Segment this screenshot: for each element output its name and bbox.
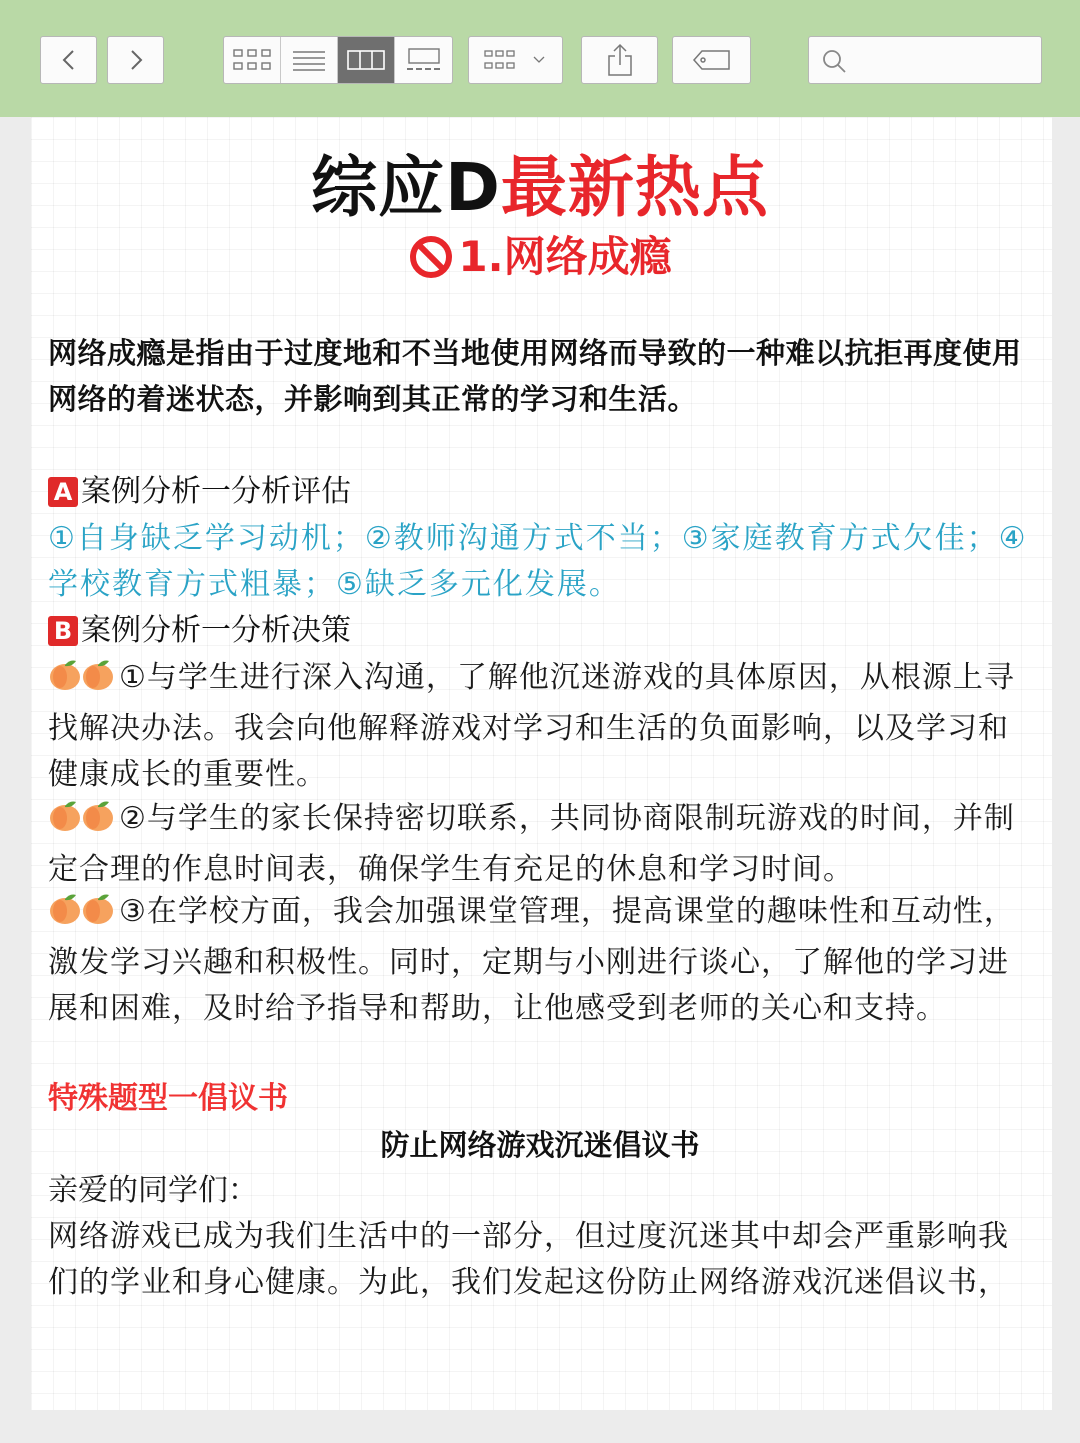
share-button[interactable] bbox=[581, 36, 658, 84]
title-black-part: 综应D bbox=[311, 149, 501, 226]
share-icon bbox=[605, 43, 635, 77]
chevron-left-icon bbox=[59, 48, 79, 72]
title-red-part: 最新热点 bbox=[500, 149, 769, 226]
prohibited-icon bbox=[408, 234, 454, 280]
search-input[interactable] bbox=[855, 43, 1035, 77]
chevron-right-icon bbox=[126, 48, 146, 72]
section-a-label: 案例分析一分析评估 bbox=[81, 474, 351, 509]
peach-icon bbox=[48, 799, 118, 847]
measure-text: ①与学生进行深入沟通，了解他沉迷游戏的具体原因，从根源上寻找解决办法。我会向他解释游戏对学习和生活的负面影响，以及学习和健康成长的重要性。 bbox=[48, 660, 1015, 792]
page-title bbox=[0, 146, 1080, 230]
section-b-heading bbox=[48, 608, 351, 654]
gallery-view-button[interactable] bbox=[395, 37, 452, 83]
topic-heading-text: 1.网络成瘾 bbox=[458, 232, 672, 281]
topic-heading bbox=[0, 228, 1080, 286]
group-by-button[interactable] bbox=[468, 36, 563, 84]
search-icon bbox=[821, 48, 847, 74]
proposal-title: 防止网络游戏沉迷倡议书 bbox=[380, 1128, 700, 1162]
view-mode-control bbox=[223, 36, 453, 84]
section-a-heading bbox=[48, 469, 351, 515]
search-field[interactable] bbox=[808, 36, 1042, 84]
section-b-label: 案例分析一分析决策 bbox=[81, 613, 351, 648]
list-view-button[interactable] bbox=[281, 37, 338, 83]
section-a-badge: A bbox=[48, 477, 78, 507]
tag-button[interactable] bbox=[672, 36, 751, 84]
back-button[interactable] bbox=[40, 36, 97, 84]
column-view-button[interactable] bbox=[338, 37, 395, 83]
section-b-badge: B bbox=[48, 616, 78, 646]
proposal-body: 网络游戏已成为我们生活中的一部分，但过度沉迷其中却会严重影响我们的学业和身心健康。为此，我们发起这份防止网络游戏沉迷倡议书， bbox=[48, 1219, 1009, 1300]
tag-icon bbox=[692, 48, 732, 72]
measure-item bbox=[48, 655, 1038, 798]
icon-view-button[interactable] bbox=[224, 37, 281, 83]
definition-paragraph: 网络成瘾是指由于过度地和不当地使用网络而导致的一种难以抗拒再度使用网络的着迷状态，并影响到其正常的学习和生活。 bbox=[48, 336, 1022, 416]
finder-toolbar bbox=[0, 0, 1080, 117]
measure-text: ②与学生的家长保持密切联系，共同协商限制玩游戏的时间，并制定合理的作息时间表，确保学生有充足的休息和学习时间。 bbox=[48, 801, 1015, 887]
list-icon bbox=[292, 48, 326, 72]
peach-icon bbox=[48, 658, 118, 706]
measure-text: ③在学校方面，我会加强课堂管理，提高课堂的趣味性和互动性，激发学习兴趣和积极性。同时，定期与小刚进行谈心，了解他的学习进展和困难，及时给予指导和帮助，让他感受到老师的关心和支持。 bbox=[48, 894, 1015, 1026]
gallery-icon bbox=[404, 47, 444, 73]
peach-icon bbox=[48, 892, 118, 940]
forward-button[interactable] bbox=[107, 36, 164, 84]
measure-item bbox=[48, 796, 1038, 893]
icon-grid-icon bbox=[232, 47, 272, 73]
measure-item bbox=[48, 889, 1038, 1032]
proposal-greeting: 亲爱的同学们： bbox=[48, 1173, 258, 1208]
columns-icon bbox=[346, 48, 386, 72]
group-by-icon bbox=[481, 47, 551, 73]
special-type-heading: 特殊题型一倡议书 bbox=[48, 1081, 288, 1116]
causes-list: ①自身缺乏学习动机；②教师沟通方式不当；③家庭教育方式欠佳；④学校教育方式粗暴；⑤缺乏多元化发展。 bbox=[48, 521, 1028, 602]
